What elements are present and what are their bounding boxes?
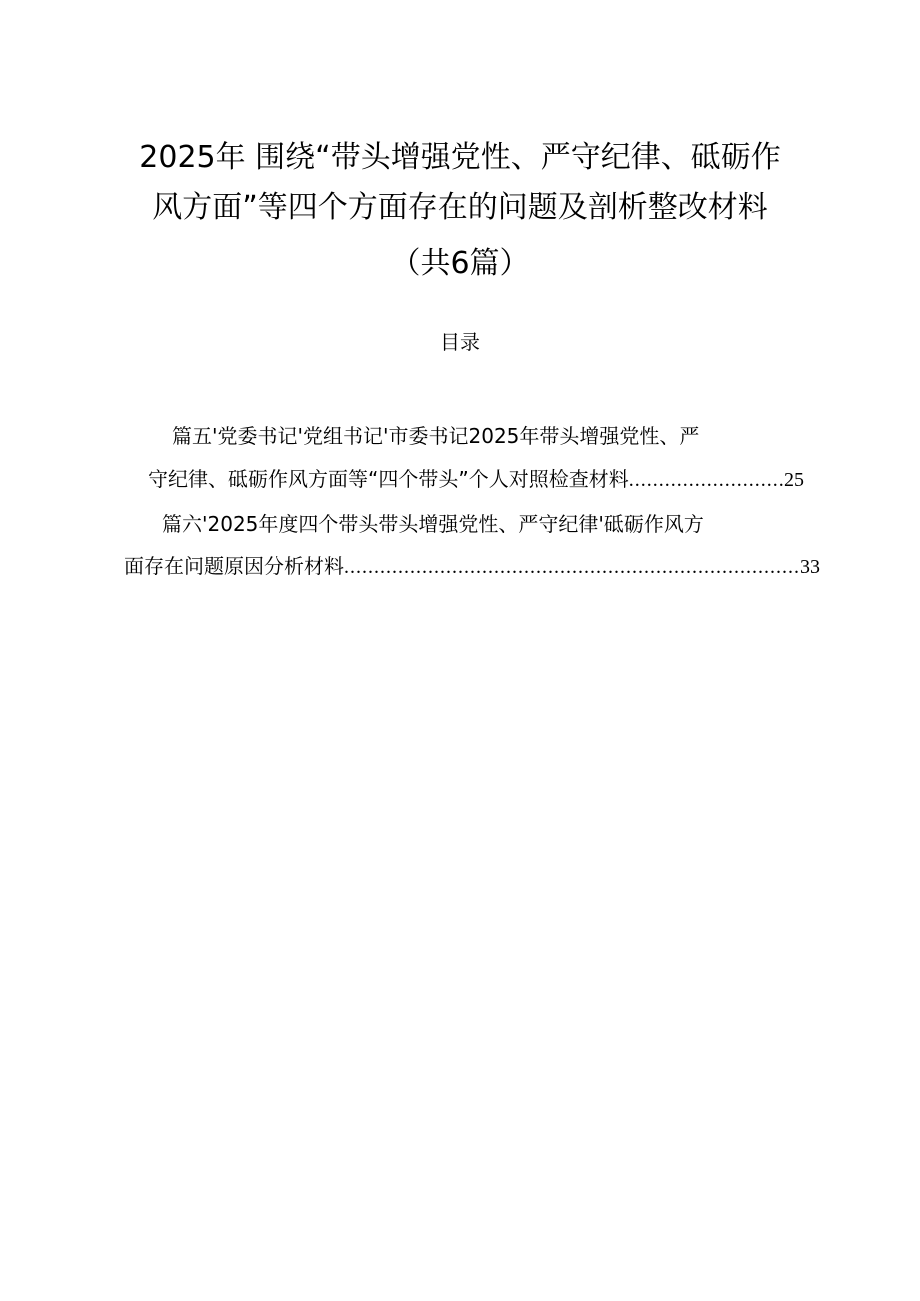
toc-entry-2-line-1[interactable]: 篇六'2025年度四个带头带头增强党性、严守纪律'砥砺作风方 (162, 512, 704, 536)
toc-entry-1-title-end: 守纪律、砥砺作风方面等“四个带头”个人对照检查材料 (148, 467, 629, 491)
title-line-2: 风方面”等四个方面存在的问题及剖析整改材料 (152, 190, 768, 225)
toc-entry-2-line-2[interactable] (124, 550, 820, 583)
toc-entry-2-page: 33 (800, 556, 820, 578)
toc-leader-dots (629, 464, 784, 496)
toc-entry-1-line-2[interactable] (148, 463, 804, 496)
toc-heading: 目录 (440, 330, 480, 354)
toc-leader-dots (344, 551, 800, 583)
title-line-1: 2025年 围绕“带头增强党性、严守纪律、砥砺作 (139, 140, 781, 175)
toc-entry-1-page: 25 (784, 469, 804, 491)
toc-entry-2-title-end: 面存在问题原因分析材料 (124, 554, 344, 578)
toc-entry-1-line-1[interactable]: 篇五'党委书记'党组书记'市委书记2025年带头增强党性、严 (172, 424, 700, 448)
title-line-3: （共6篇） (390, 246, 530, 281)
